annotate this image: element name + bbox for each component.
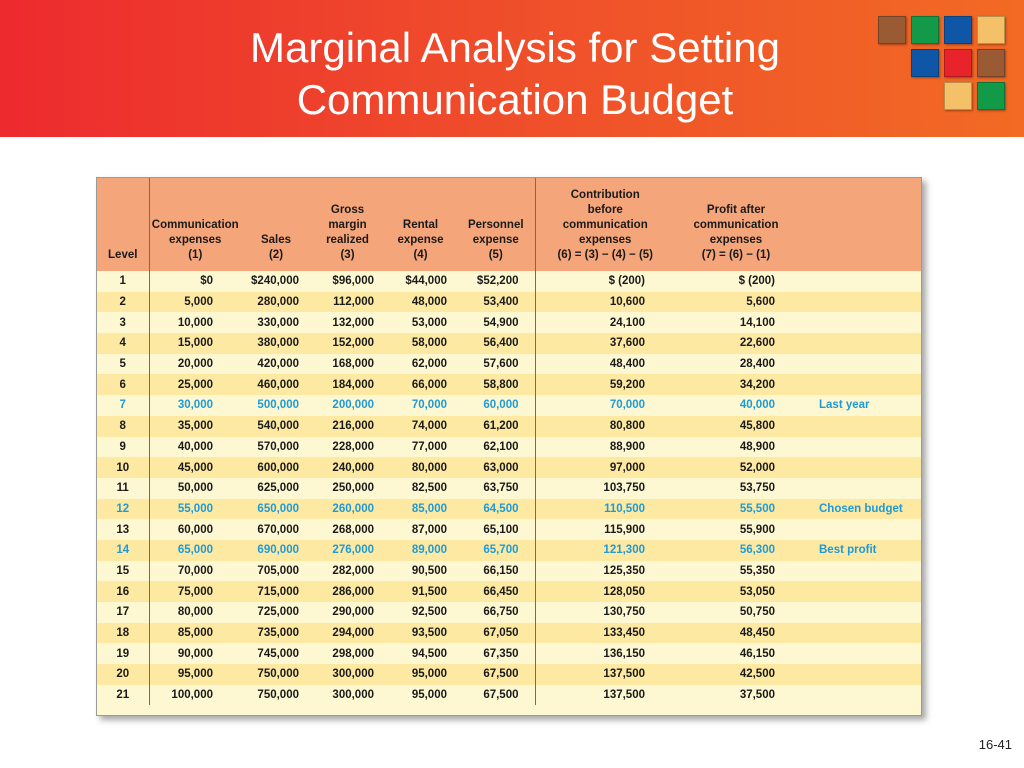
row-note [797,602,921,623]
table-cell: 66,450 [457,581,535,602]
table-cell: 35,000 [177,420,213,433]
table-cell: 260,000 [332,502,374,515]
slide-title-line-2: Communication Budget [296,76,734,123]
table-cell: 670,000 [257,523,299,536]
column-header-9 [797,178,921,271]
table-cell: 13 [97,519,149,540]
table-cell: 40,000 [739,399,775,412]
column-header-6 [457,178,535,271]
table-cell: 6 [97,374,149,395]
table-cell: 40,000 [177,440,213,453]
table-cell: 95,000 [411,689,447,702]
table-cell: 70,000 [411,399,447,412]
table-cell: 330,000 [257,316,299,329]
row-note [797,685,921,706]
table-cell: 625,000 [257,482,299,495]
column-header-line: Gross [330,204,365,216]
table-cell: 62,000 [411,358,447,371]
table-cell: 112,000 [333,296,374,309]
table-cell: 55,350 [739,564,775,577]
table-cell: 58,000 [411,337,447,350]
column-header-line: Communication [151,219,239,231]
table-cell: 37,500 [739,689,775,702]
table-cell: 2 [97,292,149,313]
table-cell: 100,000 [171,689,213,702]
row-note [797,437,921,458]
table-row [97,395,921,416]
table-cell: 128,050 [603,585,645,598]
table-cell: 59,200 [609,378,645,391]
table-cell: 56,300 [739,544,775,557]
table-cell: 184,000 [332,378,374,391]
table-cell: 300,000 [332,668,374,681]
column-header-line: before [587,204,623,216]
row-note: Best profit [819,544,877,557]
row-note [797,478,921,499]
table-cell: 80,800 [609,420,645,433]
table-cell: 53,750 [739,482,775,495]
table-cell: 137,500 [603,689,645,702]
table-cell: 30,000 [177,399,213,412]
table-row [97,478,921,499]
table-cell: 11 [97,478,149,499]
table-cell: 80,000 [177,606,213,619]
column-header-line: Contribution [570,189,640,201]
table-cell: 45,000 [177,461,213,474]
table-cell: 66,150 [457,561,535,582]
table-cell: 705,000 [257,564,299,577]
table-cell: 70,000 [177,564,213,577]
table-cell: 55,000 [177,502,213,515]
table-cell: 380,000 [257,337,299,350]
table-cell: 60,000 [457,395,535,416]
table-cell: 50,000 [177,482,213,495]
table-cell: 14 [97,540,149,561]
table-row [97,457,921,478]
table-cell: 103,750 [603,482,645,495]
square-9 [977,82,1005,110]
table-cell: $0 [200,275,213,288]
column-header-line: Sales [260,234,292,246]
row-note [797,519,921,540]
column-header-line: Profit after [706,204,766,216]
table-cell: 67,500 [457,685,535,706]
table-cell: 125,350 [603,564,645,577]
table-cell: 53,400 [457,292,535,313]
table-row [97,581,921,602]
table-row [97,374,921,395]
table-cell: 52,000 [739,461,775,474]
table-cell: 15 [97,561,149,582]
column-header-line: (3) [340,249,355,261]
table-cell: 21 [97,685,149,706]
table-cell: 92,500 [411,606,447,619]
table-row [97,354,921,375]
table-cell: 750,000 [257,689,299,702]
table-cell: 22,600 [739,337,775,350]
budget-table [97,178,921,705]
square-6 [944,49,972,77]
column-header-5 [384,178,457,271]
row-note: Last year [819,399,870,412]
table-cell: 12 [97,499,149,520]
row-note [797,271,921,292]
table-cell: 55,500 [739,502,775,515]
column-header-line: (2) [268,249,284,261]
table-row [97,499,921,520]
column-header-8 [675,178,797,271]
table-cell: 3 [97,312,149,333]
table-row [97,292,921,313]
table-cell: 65,100 [457,519,535,540]
column-header-3 [241,178,311,271]
table-cell: 282,000 [332,564,374,577]
table-cell: 650,000 [257,502,299,515]
table-row [97,312,921,333]
table-cell: 200,000 [332,399,374,412]
column-header-line: Level [108,249,138,261]
slide-title [150,22,880,126]
table-cell: 9 [97,437,149,458]
table-body [97,271,921,705]
budget-table-container [96,177,922,716]
table-cell: 60,000 [177,523,213,536]
table-cell: 152,000 [332,337,374,350]
table-cell: 66,750 [457,602,535,623]
table-cell: 50,750 [739,606,775,619]
table-cell: 500,000 [257,399,299,412]
table-cell: 90,000 [177,647,213,660]
table-cell: 82,500 [411,482,447,495]
table-cell: 130,750 [603,606,645,619]
table-cell: 10 [97,457,149,478]
column-header-line: expenses [579,234,632,246]
table-cell: 290,000 [332,606,374,619]
table-cell: 280,000 [257,296,299,309]
table-cell: 20,000 [177,358,213,371]
table-cell: 74,000 [411,420,447,433]
column-header-line: margin [328,219,367,231]
table-cell: 286,000 [332,585,374,598]
table-cell: 24,100 [609,316,645,329]
table-cell: $52,200 [457,271,535,292]
table-cell: 58,800 [457,374,535,395]
table-cell: 7 [97,395,149,416]
table-cell: 53,000 [411,316,447,329]
table-row [97,271,921,292]
table-cell: $ (200) [608,275,645,288]
table-cell: $96,000 [332,275,374,288]
table-cell: 48,450 [739,627,775,640]
square-1 [878,16,906,44]
table-cell: 16 [97,581,149,602]
table-cell: 48,900 [739,440,775,453]
table-cell: 66,000 [411,378,447,391]
table-cell: 136,150 [603,647,645,660]
table-cell: 65,000 [177,544,213,557]
table-cell: 745,000 [257,647,299,660]
column-header-line: (6) = (3) − (4) − (5) [557,249,654,261]
table-cell: 137,500 [603,668,645,681]
table-cell: 115,900 [604,523,645,536]
table-cell: 460,000 [257,378,299,391]
column-header-line: (7) = (6) − (1) [701,249,771,261]
table-cell: 80,000 [411,461,447,474]
table-cell: 97,000 [609,461,645,474]
table-cell: $240,000 [251,275,299,288]
row-note [797,643,921,664]
row-note [797,664,921,685]
table-cell: 42,500 [739,668,775,681]
table-cell: $44,000 [405,275,447,288]
table-cell: 14,100 [739,316,775,329]
table-cell: 87,000 [411,523,447,536]
table-cell: 85,000 [177,627,213,640]
table-cell: 91,500 [411,585,447,598]
column-header-line: communication [562,219,648,231]
table-cell: 25,000 [177,378,213,391]
table-row [97,561,921,582]
table-cell: 20 [97,664,149,685]
table-row [97,602,921,623]
row-note [797,312,921,333]
row-note [797,561,921,582]
table-row [97,685,921,706]
column-header-line: communication [693,219,779,231]
table-cell: 56,400 [457,333,535,354]
table-cell: 725,000 [257,606,299,619]
table-row [97,437,921,458]
column-header-line: expenses [709,234,763,246]
table-cell: 57,600 [457,354,535,375]
table-cell: 45,800 [739,420,775,433]
table-cell: 690,000 [257,544,299,557]
table-cell: 121,300 [603,544,645,557]
table-cell: 64,500 [457,499,535,520]
table-cell: 48,000 [411,296,447,309]
row-note [797,374,921,395]
table-cell: 19 [97,643,149,664]
table-cell: 240,000 [332,461,374,474]
row-note [797,457,921,478]
table-cell: 85,000 [411,502,447,515]
table-cell: 53,050 [739,585,775,598]
table-cell: 61,200 [457,416,535,437]
table-cell: 5,600 [746,296,775,309]
table-cell: 268,000 [332,523,374,536]
table-row [97,643,921,664]
table-row [97,664,921,685]
table-cell: 70,000 [609,399,645,412]
table-cell: 5,000 [184,296,213,309]
table-cell: 65,700 [457,540,535,561]
table-cell: 298,000 [332,647,374,660]
square-4 [977,16,1005,44]
square-8 [944,82,972,110]
table-cell: 54,900 [457,312,535,333]
square-5 [911,49,939,77]
table-cell: 63,000 [457,457,535,478]
square-7 [977,49,1005,77]
table-cell: 600,000 [257,461,299,474]
table-cell: 4 [97,333,149,354]
row-note [797,623,921,644]
table-cell: 17 [97,602,149,623]
table-cell: 276,000 [332,544,374,557]
table-cell: 46,150 [739,647,775,660]
table-cell: 168,000 [332,358,374,371]
row-note [797,416,921,437]
table-header-row [97,178,921,271]
table-cell: 110,500 [604,502,645,515]
column-header-line: Rental [402,219,439,231]
table-cell: 94,500 [411,647,447,660]
table-cell: 132,000 [332,316,374,329]
row-note [797,581,921,602]
column-header-line: expenses [169,234,222,246]
table-cell: 10,000 [177,316,213,329]
table-cell: 88,900 [609,440,645,453]
table-cell: 37,600 [609,337,645,350]
table-cell: 1 [97,271,149,292]
table-cell: 420,000 [257,358,299,371]
slide-title-line-1: Marginal Analysis for Setting [250,24,780,71]
table-cell: 250,000 [332,482,374,495]
table-cell: 28,400 [739,358,775,371]
slide-number: 16-41 [978,737,1012,752]
table-cell: 300,000 [332,689,374,702]
column-header-line: expense [397,234,444,246]
column-header-line: (1) [188,249,203,261]
table-cell: 67,500 [457,664,535,685]
column-header-line: realized [326,234,369,246]
table-cell: 216,000 [332,420,374,433]
table-cell: 75,000 [177,585,213,598]
table-cell: 48,400 [609,358,645,371]
table-cell: 67,350 [457,643,535,664]
table-cell: 93,500 [411,627,447,640]
column-header-line: (5) [488,249,503,261]
table-cell: 715,000 [257,585,299,598]
table-cell: 62,100 [457,437,535,458]
table-cell: 67,050 [457,623,535,644]
table-cell: 77,000 [411,440,447,453]
table-cell: 95,000 [411,668,447,681]
table-cell: $ (200) [738,275,775,288]
column-header-4 [311,178,384,271]
square-2 [911,16,939,44]
row-note [797,292,921,313]
table-row [97,519,921,540]
table-cell: 34,200 [739,378,775,391]
column-header-7 [535,178,675,271]
column-header-2 [149,178,241,271]
column-header-line: Personnel [467,219,524,231]
table-cell: 10,600 [609,296,645,309]
table-row [97,540,921,561]
table-cell: 5 [97,354,149,375]
table-row [97,333,921,354]
table-cell: 90,500 [411,564,447,577]
table-cell: 95,000 [177,668,213,681]
table-cell: 540,000 [257,420,299,433]
row-note: Chosen budget [819,502,903,515]
table-row [97,416,921,437]
row-note [797,354,921,375]
table-cell: 133,450 [603,627,645,640]
square-3 [944,16,972,44]
row-note [797,333,921,354]
column-header-1 [97,178,149,271]
table-cell: 294,000 [332,627,374,640]
column-header-line: expense [472,234,519,246]
table-cell: 55,900 [739,523,775,536]
table-cell: 8 [97,416,149,437]
table-cell: 15,000 [177,337,213,350]
table-cell: 750,000 [257,668,299,681]
table-cell: 89,000 [411,544,447,557]
table-cell: 228,000 [332,440,374,453]
table-row [97,623,921,644]
column-header-line: (4) [413,249,428,261]
table-cell: 570,000 [257,440,299,453]
table-cell: 63,750 [457,478,535,499]
table-cell: 18 [97,623,149,644]
table-cell: 735,000 [257,627,299,640]
